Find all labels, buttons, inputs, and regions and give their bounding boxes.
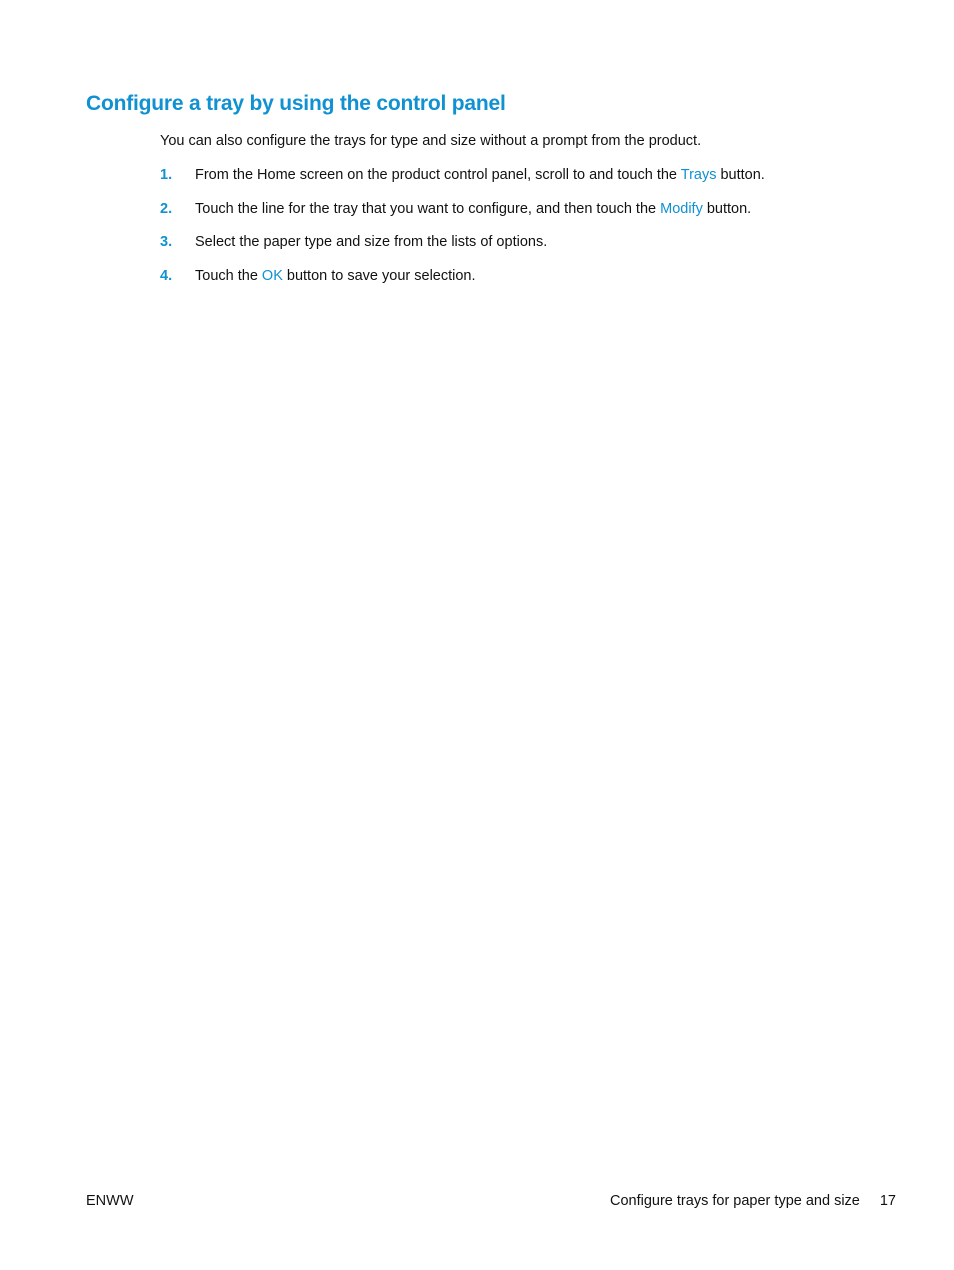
step-number: 4. — [160, 267, 173, 284]
step-text — [195, 200, 751, 218]
footer-locale: ENWW — [86, 1193, 134, 1209]
ui-term-trays: Trays — [680, 167, 717, 183]
step-text-after: button. — [716, 167, 765, 183]
step-text — [195, 166, 765, 184]
step-text — [195, 267, 476, 285]
ui-term-modify: Modify — [660, 200, 703, 217]
step-number: 1. — [160, 167, 173, 183]
intro-paragraph: You can also configure the trays for type and size without a prompt from the product. — [160, 133, 702, 149]
step-text-before: Touch the — [195, 267, 262, 284]
section-heading: Configure a tray by using the control panel — [86, 92, 506, 115]
step-text-before: Touch the line for the tray that you want to configure, and then touch the — [195, 200, 661, 217]
step-number: 2. — [160, 200, 173, 217]
step-text — [195, 233, 547, 251]
step-text-after: button. — [702, 200, 752, 217]
step-text-after: button to save your selection. — [282, 267, 476, 284]
step-number: 3. — [160, 234, 173, 250]
footer-right — [610, 1192, 896, 1210]
step-text-before: From the Home screen on the product control panel, scroll to and touch the — [195, 167, 681, 183]
step-text-before: Select the paper type and size from the lists of options. — [195, 234, 548, 250]
ui-term-ok: OK — [261, 267, 283, 284]
footer-section-title: Configure trays for paper type and size — [610, 1193, 860, 1209]
page-number: 17 — [879, 1193, 896, 1209]
